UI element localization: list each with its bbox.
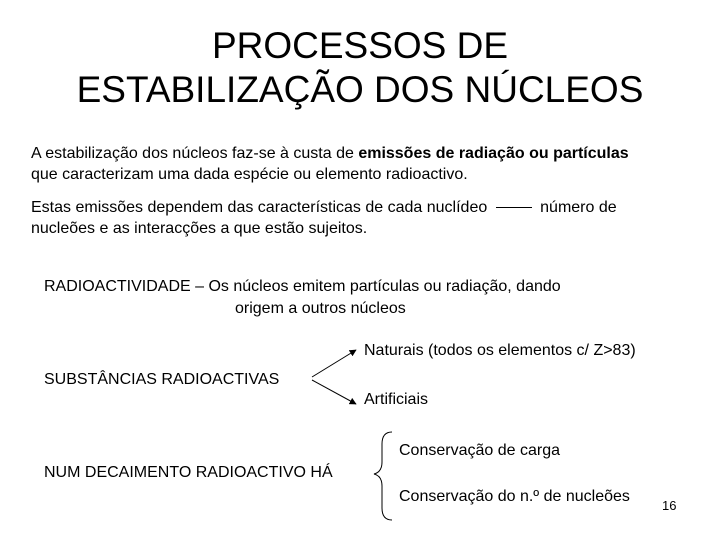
arrow-to-artificial — [312, 380, 356, 404]
natural-substances-label: Naturais (todos os elementos c/ Z>83) — [364, 342, 636, 359]
radioactive-substances-label: SUBSTÂNCIAS RADIOACTIVAS — [44, 371, 280, 388]
emissions-text-1: Estas emissões dependem das características de cada nuclídeo — [31, 199, 488, 216]
emissions-text-3: nucleões e as interacções a que estão sujeitos. — [31, 220, 368, 237]
arrow-to-natural — [312, 350, 356, 377]
artificial-substances-label: Artificiais — [364, 391, 429, 408]
radioactivity-definition-line-1: RADIOACTIVIDADE – Os núcleos emitem partículas ou radiação, dando — [44, 278, 561, 295]
title-line-2: ESTABILIZAÇÃO DOS NÚCLEOS — [76, 69, 644, 110]
radioactive-decay-label: NUM DECAIMENTO RADIOACTIVO HÁ — [44, 464, 333, 481]
title-line-1: PROCESSOS DE — [211, 25, 509, 66]
charge-conservation-label: Conservação de carga — [399, 442, 560, 459]
intro-text-1: A estabilização dos núcleos faz-se à custa de — [31, 145, 359, 162]
slide-number: 16 — [662, 498, 677, 513]
decay-brace — [374, 432, 392, 520]
radioactivity-definition-line-2: origem a outros núcleos — [235, 300, 406, 317]
intro-text-2: que caracterizam uma dada espécie ou elemento radioactivo. — [31, 166, 468, 183]
nucleon-conservation-label: Conservação do n.º de nucleões — [399, 488, 630, 505]
intro-bold-text: emissões de radiação ou partículas — [358, 145, 629, 162]
emissions-text-2: número de — [540, 199, 617, 216]
